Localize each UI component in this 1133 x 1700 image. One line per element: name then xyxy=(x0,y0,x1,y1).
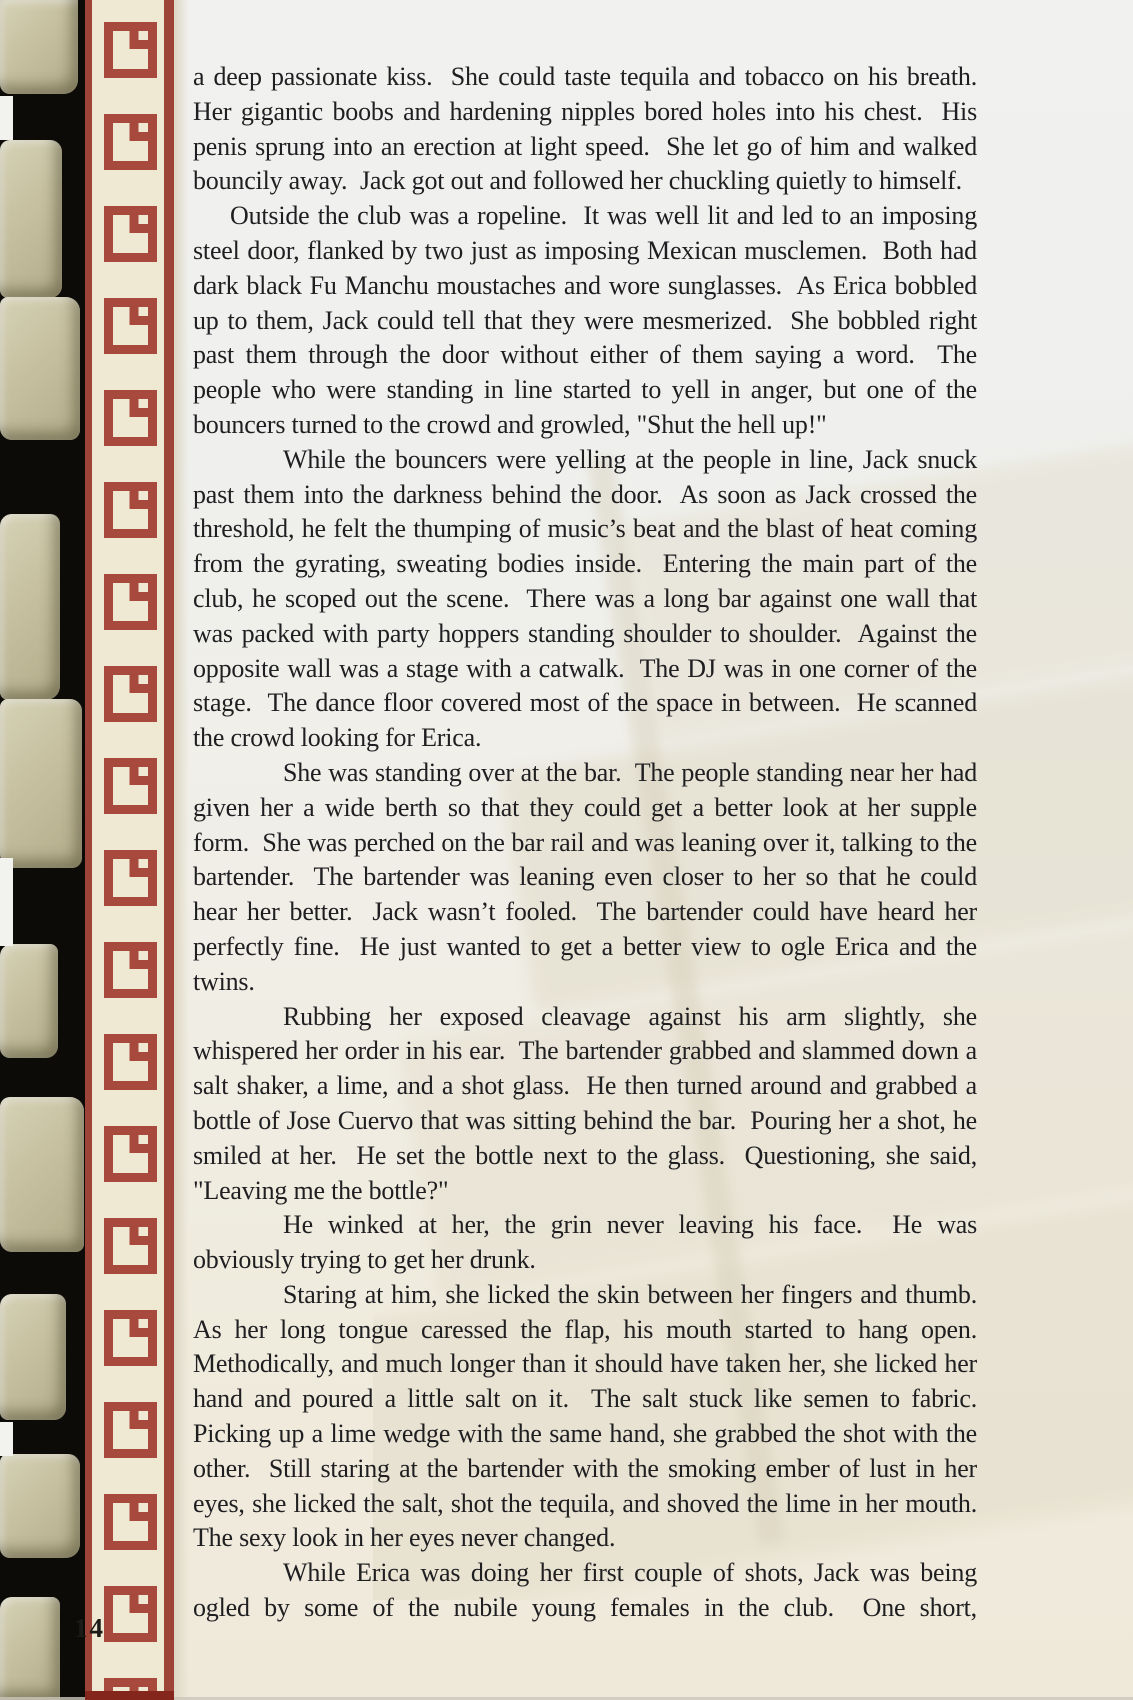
story-text xyxy=(193,60,990,1626)
greek-key-border xyxy=(85,0,174,1700)
torn-paper-block xyxy=(0,699,82,868)
torn-paper-block xyxy=(0,0,78,94)
torn-page-edge xyxy=(0,0,86,1700)
greek-key-motif xyxy=(104,1402,157,1458)
greek-key-motif xyxy=(104,850,157,906)
greek-key-motif xyxy=(104,1034,157,1090)
border-shadow xyxy=(174,0,189,1700)
greek-key-motif xyxy=(104,1310,157,1366)
greek-key-motif xyxy=(104,22,157,78)
torn-paper-block xyxy=(0,944,58,1058)
torn-paper-block xyxy=(0,1294,66,1420)
greek-key-motif xyxy=(104,666,157,722)
greek-key-motif xyxy=(104,482,157,538)
greek-key-motif xyxy=(104,1218,157,1274)
paragraph: Outside the club was a ropeline. It was well lit and led to an imposing steel door, flanked by two just as imposing Mexican musclemen. Both had dark black Fu Manchu moustaches and wore sunglasses. As Erica bobbled up to them, Jack could tell that they were mesmerized. She bobbled right past them through the door without either of them saying a word. The people who were standing in line started to yell in anger, but one of the bouncers turned to the crowd and growled, "Shut the hell up!" xyxy=(193,201,984,439)
torn-paper-block xyxy=(0,140,62,298)
torn-edge-highlight xyxy=(0,96,13,140)
paragraph: While the bouncers were yelling at the people in line, Jack snuck past them into the darkness behind the door. As soon as Jack crossed the threshold, he felt the thumping of music’s beat and the blast of heat coming from the gyrating, sweating bodies inside. Entering the main part of the club, he scoped out the scene. There was a long bar against one wall that was packed with party hoppers standing shoulder to shoulder. Against the opposite wall was a stage with a catwalk. The DJ was in one corner of the stage. The dance floor covered most of the space in between. He scanned the crowd looking for Erica. xyxy=(193,444,984,753)
greek-key-motif xyxy=(104,942,157,998)
page-number: 14 xyxy=(74,1613,105,1643)
paragraph: a deep passionate kiss. She could taste tequila and tobacco on his breath. Her gigantic boobs and hardening nipples bored holes into his chest. His penis sprung into an erection at light speed. She let go of him and walked bouncily away. Jack got out and followed her chuckling quietly to himself. xyxy=(193,62,990,196)
paragraph: Rubbing her exposed cleavage against his arm slightly, she whispered her order in his ear. The bartender grabbed and slammed down a salt shaker, a lime, and a shot glass. He then turned around and grabbed a bottle of Jose Cuervo that was sitting behind the bar. Pouring her a shot, he smiled at her. He set the bottle next to the glass. Questioning, she said, "Leaving me the bottle?" xyxy=(193,1001,984,1205)
torn-paper-block xyxy=(0,1097,84,1252)
torn-paper-block xyxy=(0,1597,60,1700)
border-bottom-bar xyxy=(85,1691,174,1700)
torn-paper-block xyxy=(0,514,60,700)
paragraph: While Erica was doing her first couple of shots, Jack was being ogled by some of the nubile young females in the club. One short, xyxy=(193,1558,984,1623)
paragraph: He winked at her, the grin never leaving his face. He was obviously trying to get her drunk. xyxy=(193,1210,984,1275)
greek-key-motif xyxy=(104,390,157,446)
greek-key-motif xyxy=(104,1586,157,1642)
greek-key-motifs xyxy=(85,0,174,1700)
torn-paper-block xyxy=(0,297,80,440)
torn-edge-highlight xyxy=(0,1422,13,1456)
torn-edge-highlight xyxy=(0,858,13,946)
greek-key-motif xyxy=(104,1494,157,1550)
torn-paper-block xyxy=(0,1454,80,1558)
greek-key-motif xyxy=(104,758,157,814)
paragraph: Staring at him, she licked the skin between her fingers and thumb. As her long tongue caressed the flap, his mouth started to hang open. Methodically, and much longer than it should have taken her, she licked her hand and poured a little salt on it. The salt stuck like semen to fabric. Picking up a lime wedge with the same hand, she grabbed the shot with the other. Still staring at the bartender with the smoking ember of lust in her eyes, she licked the salt, shot the tequila, and shoved the lime in her mouth. The sexy look in her eyes never changed. xyxy=(193,1279,990,1553)
greek-key-motif xyxy=(104,206,157,262)
greek-key-motif xyxy=(104,574,157,630)
greek-key-motif xyxy=(104,1126,157,1182)
paragraph: She was standing over at the bar. The people standing near her had given her a wide berth so that they could get a better look at her supple form. She was perched on the bar rail and was leaning over it, talking to the bartender. The bartender was leaning even closer to her so that he could hear her better. Jack wasn’t fooled. The bartender could have heard her perfectly fine. He just wanted to get a better view to ogle Erica and the twins. xyxy=(193,757,984,996)
border-line-right xyxy=(164,0,174,1700)
greek-key-motif xyxy=(104,114,157,170)
greek-key-motif xyxy=(104,298,157,354)
border-line-left xyxy=(85,0,92,1700)
